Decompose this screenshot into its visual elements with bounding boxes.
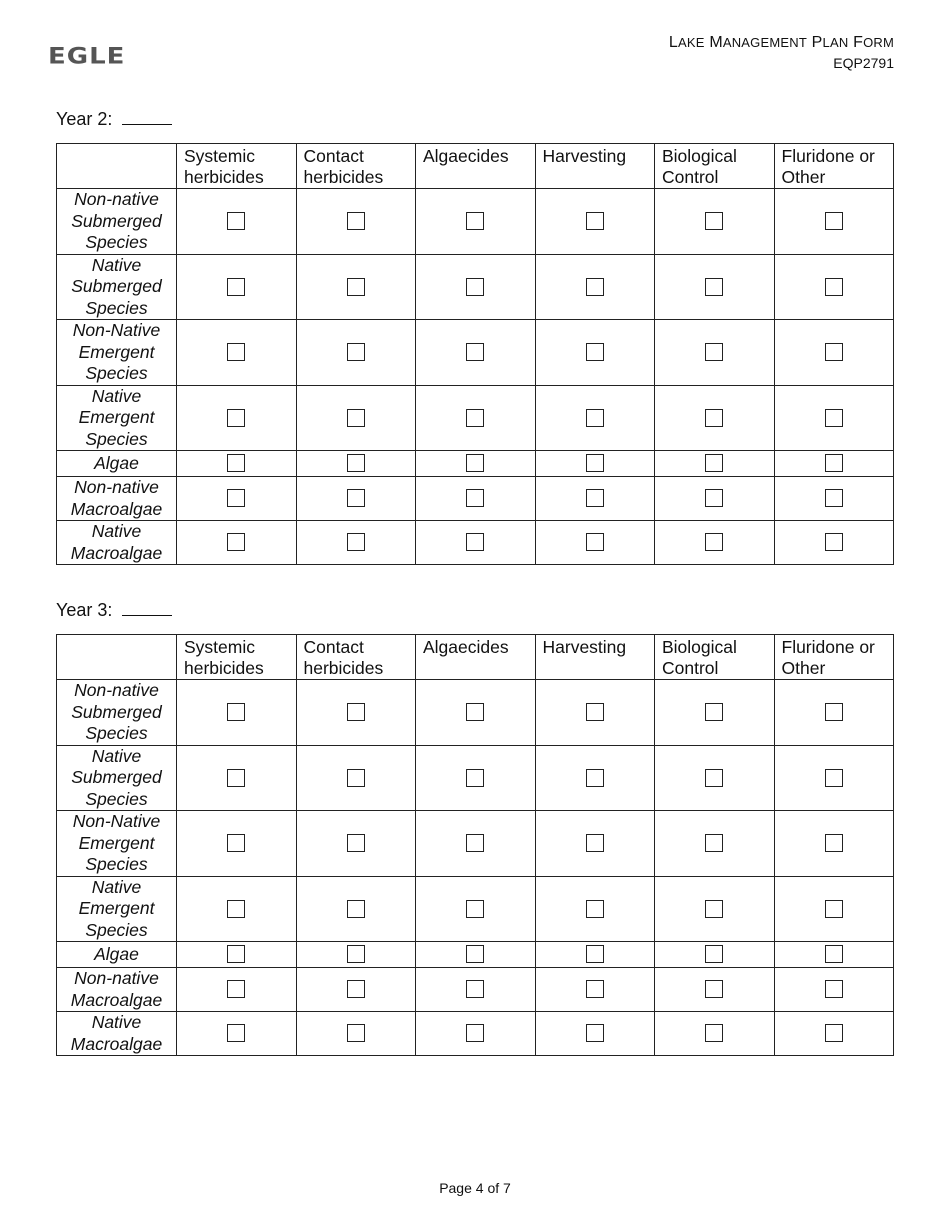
page-number: Page 4 of 7 [439, 1180, 511, 1196]
checkbox-cell [296, 968, 416, 1012]
treatment-checkbox[interactable] [466, 454, 484, 472]
checkbox-cell [535, 521, 655, 565]
checkbox-cell [416, 745, 536, 811]
checkbox-cell [296, 1012, 416, 1056]
treatment-checkbox[interactable] [227, 980, 245, 998]
treatment-checkbox[interactable] [586, 278, 604, 296]
checkbox-cell [655, 521, 775, 565]
treatment-checkbox[interactable] [825, 454, 843, 472]
row-label: Algae [57, 942, 177, 968]
checkbox-cell [416, 477, 536, 521]
row-label: Non-Native Emergent Species [57, 320, 177, 386]
treatment-checkbox[interactable] [825, 834, 843, 852]
checkbox-cell [177, 385, 297, 451]
table-row [57, 811, 894, 877]
corner-cell [57, 144, 177, 189]
treatment-checkbox[interactable] [586, 454, 604, 472]
treatment-checkbox[interactable] [825, 212, 843, 230]
treatment-checkbox[interactable] [825, 703, 843, 721]
checkbox-cell [416, 451, 536, 477]
row-label: Native Macroalgae [57, 1012, 177, 1056]
checkbox-cell [177, 451, 297, 477]
treatment-checkbox[interactable] [227, 1024, 245, 1042]
checkbox-cell [177, 477, 297, 521]
checkbox-cell [296, 745, 416, 811]
table-row [57, 680, 894, 746]
treatment-checkbox[interactable] [586, 703, 604, 721]
table-row [57, 745, 894, 811]
checkbox-cell [177, 942, 297, 968]
treatment-checkbox[interactable] [705, 533, 723, 551]
treatment-checkbox[interactable] [227, 212, 245, 230]
treatment-checkbox[interactable] [466, 343, 484, 361]
table-row [57, 385, 894, 451]
checkbox-cell [296, 521, 416, 565]
row-label: Non-native Macroalgae [57, 968, 177, 1012]
checkbox-cell [774, 1012, 894, 1056]
table-row [57, 189, 894, 255]
treatment-checkbox[interactable] [466, 900, 484, 918]
column-header: Biological Control [655, 635, 775, 680]
checkbox-cell [774, 254, 894, 320]
treatment-checkbox[interactable] [825, 278, 843, 296]
treatment-checkbox[interactable] [705, 454, 723, 472]
checkbox-cell [535, 254, 655, 320]
treatment-checkbox[interactable] [586, 343, 604, 361]
table-row [57, 451, 894, 477]
row-label: Native Submerged Species [57, 254, 177, 320]
table-row [57, 876, 894, 942]
treatment-checkbox[interactable] [705, 278, 723, 296]
checkbox-cell [296, 477, 416, 521]
checkbox-cell [296, 451, 416, 477]
year-2-input[interactable] [122, 110, 172, 125]
checkbox-cell [177, 521, 297, 565]
checkbox-cell [774, 942, 894, 968]
treatment-checkbox[interactable] [825, 769, 843, 787]
checkbox-cell [535, 477, 655, 521]
treatment-checkbox[interactable] [825, 409, 843, 427]
year-2-label: Year 2: [56, 109, 172, 130]
checkbox-cell [774, 189, 894, 255]
treatment-checkbox[interactable] [705, 834, 723, 852]
treatment-checkbox[interactable] [227, 703, 245, 721]
treatment-checkbox[interactable] [586, 769, 604, 787]
treatment-checkbox[interactable] [347, 769, 365, 787]
row-label: Native Emergent Species [57, 876, 177, 942]
checkbox-cell [296, 942, 416, 968]
treatment-checkbox[interactable] [466, 945, 484, 963]
treatment-checkbox[interactable] [227, 343, 245, 361]
column-header: Contact herbicides [296, 144, 416, 189]
treatment-checkbox[interactable] [466, 769, 484, 787]
treatment-checkbox[interactable] [347, 409, 365, 427]
checkbox-cell [177, 876, 297, 942]
checkbox-cell [655, 320, 775, 386]
checkbox-cell [416, 876, 536, 942]
treatment-checkbox[interactable] [705, 409, 723, 427]
table-header-row [57, 635, 894, 680]
table-row [57, 968, 894, 1012]
treatment-checkbox[interactable] [586, 533, 604, 551]
checkbox-cell [296, 680, 416, 746]
egle-logo: EGLE [48, 44, 126, 70]
row-label: Native Emergent Species [57, 385, 177, 451]
table-row [57, 254, 894, 320]
treatment-checkbox[interactable] [586, 980, 604, 998]
checkbox-cell [535, 1012, 655, 1056]
checkbox-cell [416, 521, 536, 565]
treatment-checkbox[interactable] [227, 489, 245, 507]
checkbox-cell [774, 385, 894, 451]
treatment-checkbox[interactable] [825, 489, 843, 507]
table-row [57, 1012, 894, 1056]
checkbox-cell [416, 680, 536, 746]
treatment-checkbox[interactable] [347, 945, 365, 963]
checkbox-cell [535, 876, 655, 942]
corner-cell [57, 635, 177, 680]
treatment-checkbox[interactable] [466, 980, 484, 998]
treatment-checkbox[interactable] [466, 1024, 484, 1042]
row-label: Non-native Submerged Species [57, 680, 177, 746]
treatment-checkbox[interactable] [705, 900, 723, 918]
checkbox-cell [655, 451, 775, 477]
checkbox-cell [535, 189, 655, 255]
treatment-checkbox[interactable] [347, 980, 365, 998]
checkbox-cell [296, 254, 416, 320]
checkbox-cell [535, 968, 655, 1012]
row-label: Non-native Submerged Species [57, 189, 177, 255]
year-2-treatment-table [56, 143, 894, 565]
treatment-checkbox[interactable] [466, 278, 484, 296]
checkbox-cell [655, 680, 775, 746]
column-header: Harvesting [535, 144, 655, 189]
treatment-checkbox[interactable] [825, 945, 843, 963]
treatment-checkbox[interactable] [466, 212, 484, 230]
checkbox-cell [535, 811, 655, 877]
treatment-checkbox[interactable] [347, 454, 365, 472]
treatment-checkbox[interactable] [227, 900, 245, 918]
treatment-checkbox[interactable] [347, 703, 365, 721]
checkbox-cell [655, 477, 775, 521]
checkbox-cell [774, 477, 894, 521]
treatment-checkbox[interactable] [586, 489, 604, 507]
treatment-checkbox[interactable] [705, 769, 723, 787]
checkbox-cell [774, 968, 894, 1012]
treatment-checkbox[interactable] [586, 900, 604, 918]
treatment-checkbox[interactable] [705, 703, 723, 721]
checkbox-cell [416, 189, 536, 255]
table-row [57, 320, 894, 386]
checkbox-cell [416, 811, 536, 877]
treatment-checkbox[interactable] [227, 454, 245, 472]
checkbox-cell [416, 942, 536, 968]
checkbox-cell [296, 320, 416, 386]
row-label: Native Macroalgae [57, 521, 177, 565]
treatment-checkbox[interactable] [466, 703, 484, 721]
checkbox-cell [655, 189, 775, 255]
checkbox-cell [774, 811, 894, 877]
checkbox-cell [655, 811, 775, 877]
treatment-checkbox[interactable] [466, 489, 484, 507]
treatment-checkbox[interactable] [705, 343, 723, 361]
year-3-input[interactable] [122, 601, 172, 616]
checkbox-cell [774, 680, 894, 746]
treatment-checkbox[interactable] [825, 980, 843, 998]
treatment-checkbox[interactable] [825, 343, 843, 361]
checkbox-cell [655, 385, 775, 451]
checkbox-cell [416, 968, 536, 1012]
checkbox-cell [774, 876, 894, 942]
checkbox-cell [177, 1012, 297, 1056]
treatment-checkbox[interactable] [466, 409, 484, 427]
row-label: Native Submerged Species [57, 745, 177, 811]
treatment-checkbox[interactable] [227, 278, 245, 296]
column-header: Algaecides [416, 144, 536, 189]
checkbox-cell [535, 680, 655, 746]
checkbox-cell [177, 745, 297, 811]
checkbox-cell [655, 1012, 775, 1056]
checkbox-cell [177, 680, 297, 746]
treatment-checkbox[interactable] [227, 769, 245, 787]
checkbox-cell [655, 876, 775, 942]
checkbox-cell [177, 811, 297, 877]
checkbox-cell [655, 968, 775, 1012]
treatment-checkbox[interactable] [705, 980, 723, 998]
column-header: Fluridone or Other [774, 635, 894, 680]
treatment-checkbox[interactable] [347, 1024, 365, 1042]
treatment-checkbox[interactable] [466, 834, 484, 852]
column-header: Algaecides [416, 635, 536, 680]
checkbox-cell [177, 254, 297, 320]
treatment-checkbox[interactable] [347, 212, 365, 230]
column-header: Biological Control [655, 144, 775, 189]
treatment-checkbox[interactable] [347, 533, 365, 551]
checkbox-cell [177, 968, 297, 1012]
treatment-checkbox[interactable] [586, 409, 604, 427]
checkbox-cell [296, 385, 416, 451]
row-label: Non-Native Emergent Species [57, 811, 177, 877]
row-label: Non-native Macroalgae [57, 477, 177, 521]
treatment-checkbox[interactable] [227, 834, 245, 852]
checkbox-cell [655, 745, 775, 811]
treatment-checkbox[interactable] [705, 945, 723, 963]
checkbox-cell [177, 189, 297, 255]
checkbox-cell [296, 876, 416, 942]
checkbox-cell [774, 451, 894, 477]
year-3-treatment-table [56, 634, 894, 1056]
treatment-checkbox[interactable] [825, 900, 843, 918]
column-header: Systemic herbicides [177, 635, 297, 680]
checkbox-cell [177, 320, 297, 386]
treatment-checkbox[interactable] [825, 1024, 843, 1042]
checkbox-cell [296, 189, 416, 255]
treatment-checkbox[interactable] [347, 343, 365, 361]
checkbox-cell [535, 942, 655, 968]
checkbox-cell [535, 451, 655, 477]
checkbox-cell [416, 385, 536, 451]
year-3-label: Year 3: [56, 600, 172, 621]
treatment-checkbox[interactable] [586, 945, 604, 963]
checkbox-cell [774, 745, 894, 811]
treatment-checkbox[interactable] [347, 278, 365, 296]
table-row [57, 942, 894, 968]
checkbox-cell [416, 1012, 536, 1056]
treatment-checkbox[interactable] [227, 945, 245, 963]
column-header: Fluridone or Other [774, 144, 894, 189]
checkbox-cell [655, 254, 775, 320]
treatment-checkbox[interactable] [705, 1024, 723, 1042]
treatment-checkbox[interactable] [347, 489, 365, 507]
column-header: Contact herbicides [296, 635, 416, 680]
treatment-checkbox[interactable] [586, 834, 604, 852]
checkbox-cell [774, 521, 894, 565]
treatment-checkbox[interactable] [227, 409, 245, 427]
treatment-checkbox[interactable] [586, 1024, 604, 1042]
treatment-checkbox[interactable] [227, 533, 245, 551]
form-code: EQP2791 [833, 55, 894, 71]
checkbox-cell [416, 254, 536, 320]
treatment-checkbox[interactable] [705, 489, 723, 507]
treatment-checkbox[interactable] [347, 834, 365, 852]
checkbox-cell [535, 385, 655, 451]
table-row [57, 521, 894, 565]
column-header: Systemic herbicides [177, 144, 297, 189]
checkbox-cell [655, 942, 775, 968]
checkbox-cell [535, 320, 655, 386]
treatment-checkbox[interactable] [586, 212, 604, 230]
treatment-checkbox[interactable] [825, 533, 843, 551]
treatment-checkbox[interactable] [347, 900, 365, 918]
treatment-checkbox[interactable] [466, 533, 484, 551]
checkbox-cell [774, 320, 894, 386]
checkbox-cell [296, 811, 416, 877]
table-header-row [57, 144, 894, 189]
row-label: Algae [57, 451, 177, 477]
checkbox-cell [416, 320, 536, 386]
treatment-checkbox[interactable] [705, 212, 723, 230]
checkbox-cell [535, 745, 655, 811]
form-title: LAKE MANAGEMENT PLAN FORM [668, 34, 894, 51]
table-row [57, 477, 894, 521]
column-header: Harvesting [535, 635, 655, 680]
